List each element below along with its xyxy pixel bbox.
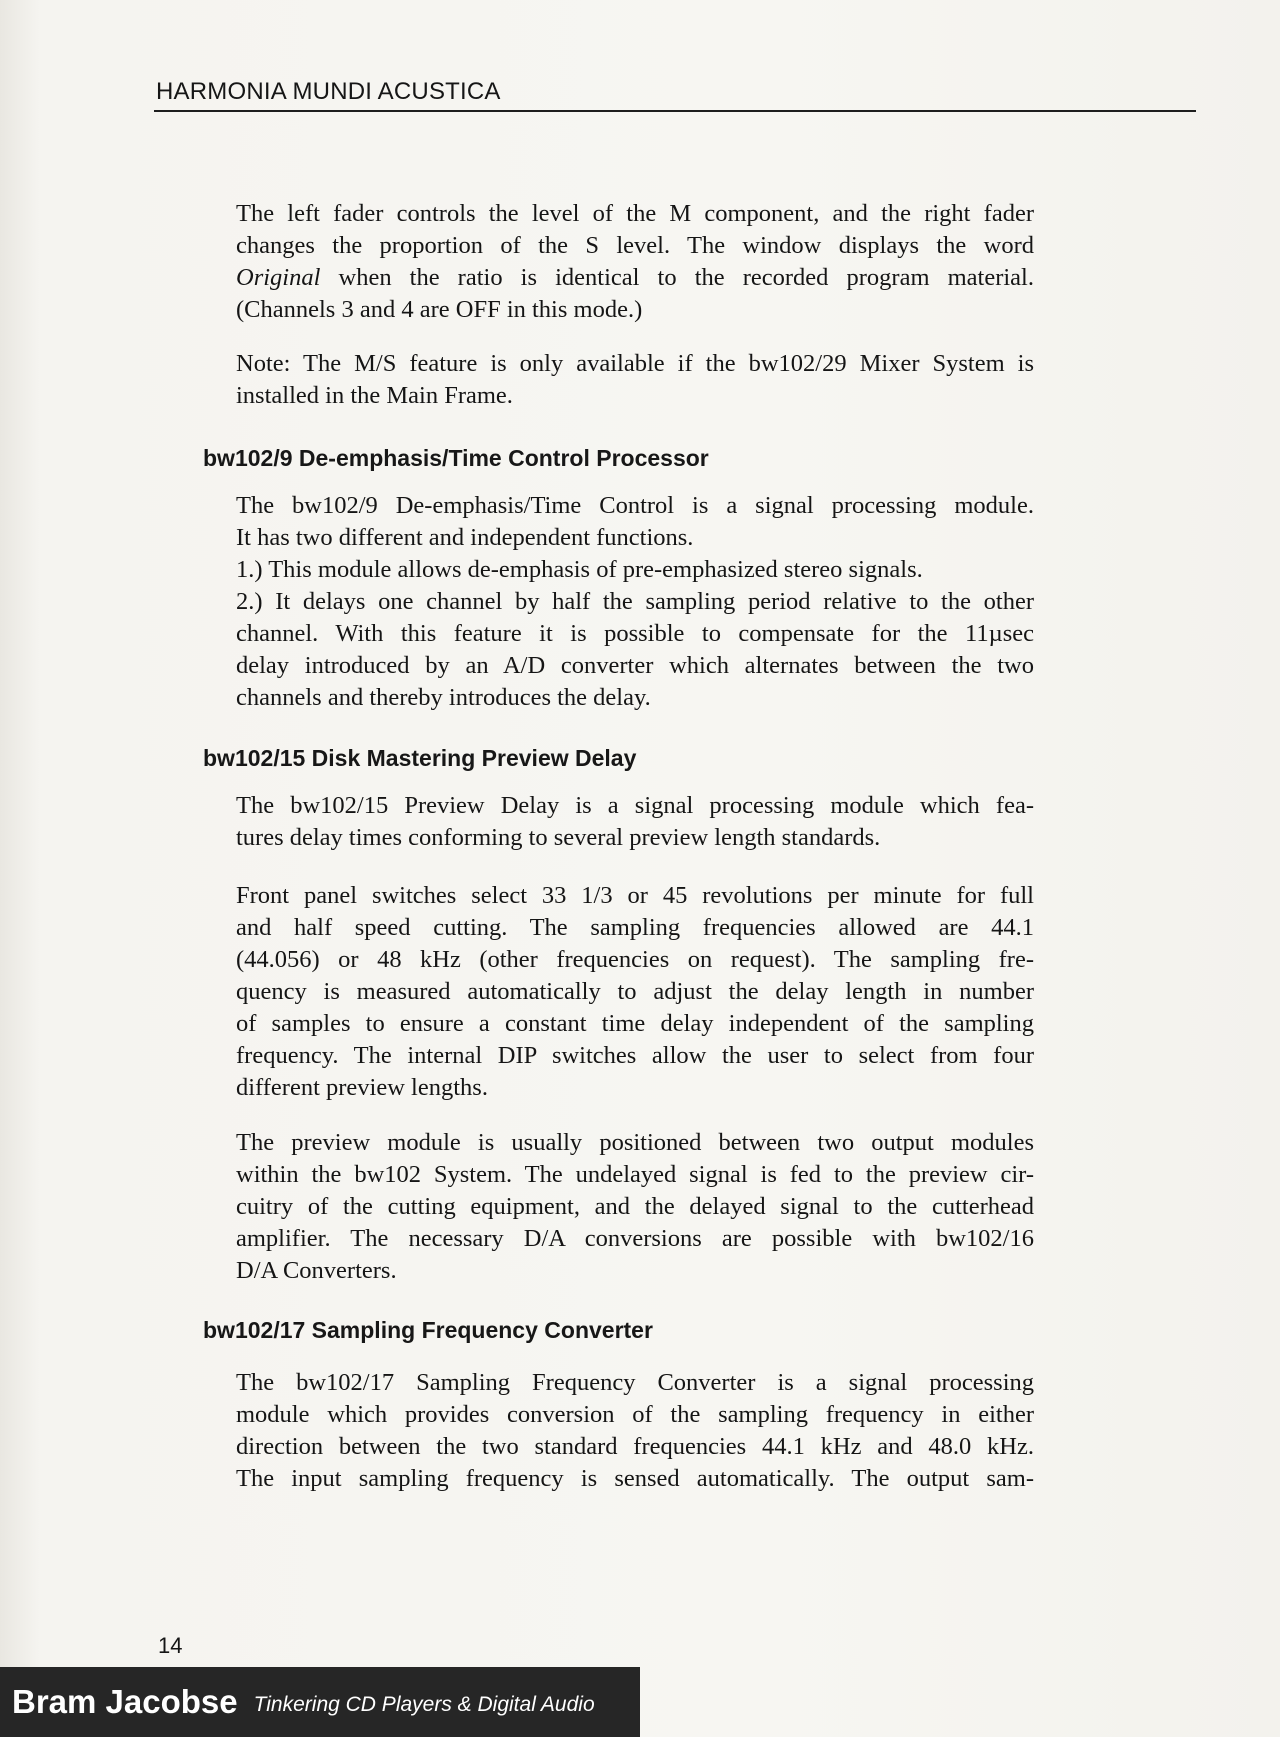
text-line: cuitry of the cutting equipment, and the delayed signal to the cutterhead: [236, 1193, 1034, 1220]
text-line: [236, 262, 1034, 294]
text-line: The bw102/15 Preview Delay is a signal processing module which fea-: [236, 792, 1034, 819]
section-paragraph: [236, 1127, 1034, 1287]
text-line: amplifier. The necessary D/A conversions are possible with bw102/16: [236, 1225, 1034, 1252]
emphasis-word: Original: [236, 264, 321, 291]
text-line: 2.) It delays one channel by half the sampling period relative to the other: [236, 588, 1034, 615]
section-paragraph: [236, 490, 1034, 714]
text-line: The bw102/9 De-emphasis/Time Control is a signal processing module.: [236, 492, 1034, 519]
text-line: different preview lengths.: [236, 1074, 488, 1101]
text-line: Front panel switches select 33 1/3 or 45 revolutions per minute for full: [236, 882, 1034, 909]
text-line: quency is measured automatically to adjust the delay length in number: [236, 978, 1034, 1005]
section-paragraph: [236, 880, 1034, 1104]
text-line: Note: The M/S feature is only available if the bw102/29 Mixer System is: [236, 350, 1034, 377]
section-heading-bw102-9: bw102/9 De-emphasis/Time Control Processor: [203, 445, 709, 471]
note-paragraph: [236, 348, 1034, 412]
text-line: installed in the Main Frame.: [236, 382, 513, 409]
section-heading-bw102-15: bw102/15 Disk Mastering Preview Delay: [203, 745, 637, 771]
text-line: channel. With this feature it is possible to compensate for the 11µsec: [236, 620, 1034, 647]
text-line: 1.) This module allows de-emphasis of pre-emphasized stereo signals.: [236, 556, 923, 583]
text-line: It has two different and independent functions.: [236, 524, 694, 551]
section-heading-bw102-17: bw102/17 Sampling Frequency Converter: [203, 1317, 653, 1343]
text-line: delay introduced by an A/D converter which alternates between the two: [236, 652, 1034, 679]
text-line: tures delay times conforming to several preview length standards.: [236, 824, 881, 851]
text-line: D/A Converters.: [236, 1257, 397, 1284]
text-line: channels and thereby introduces the delay.: [236, 684, 651, 711]
credit-banner: [0, 1667, 640, 1737]
text-line: module which provides conversion of the sampling frequency in either: [236, 1401, 1034, 1428]
text-line: (Channels 3 and 4 are OFF in this mode.): [236, 296, 643, 323]
credit-tagline: Tinkering CD Players & Digital Audio: [253, 1693, 595, 1716]
credit-name: Bram Jacobse: [12, 1683, 238, 1720]
text-line: The left fader controls the level of the M component, and the right fader: [236, 200, 1034, 227]
section-paragraph: [236, 1367, 1034, 1495]
text-line: within the bw102 System. The undelayed signal is fed to the preview cir-: [236, 1161, 1034, 1188]
intro-paragraph: [236, 198, 1034, 326]
text-fragment: when the ratio is identical to the recorded program material.: [338, 264, 1034, 291]
section-paragraph: [236, 790, 1034, 854]
running-head: HARMONIA MUNDI ACUSTICA: [156, 78, 501, 105]
text-line: of samples to ensure a constant time delay independent of the sampling: [236, 1010, 1034, 1037]
text-line: The input sampling frequency is sensed automatically. The output sam-: [236, 1465, 1034, 1492]
page-number: 14: [158, 1633, 183, 1658]
text-line: and half speed cutting. The sampling frequencies allowed are 44.1: [236, 914, 1034, 941]
text-line: (44.056) or 48 kHz (other frequencies on request). The sampling fre-: [236, 946, 1034, 973]
text-line: The bw102/17 Sampling Frequency Converter is a signal processing: [236, 1369, 1034, 1396]
header-rule: [154, 110, 1196, 112]
text-line: changes the proportion of the S level. The window displays the word: [236, 232, 1034, 259]
text-line: frequency. The internal DIP switches allow the user to select from four: [236, 1042, 1034, 1069]
text-line: direction between the two standard frequencies 44.1 kHz and 48.0 kHz.: [236, 1433, 1034, 1460]
text-line: The preview module is usually positioned between two output modules: [236, 1129, 1034, 1156]
